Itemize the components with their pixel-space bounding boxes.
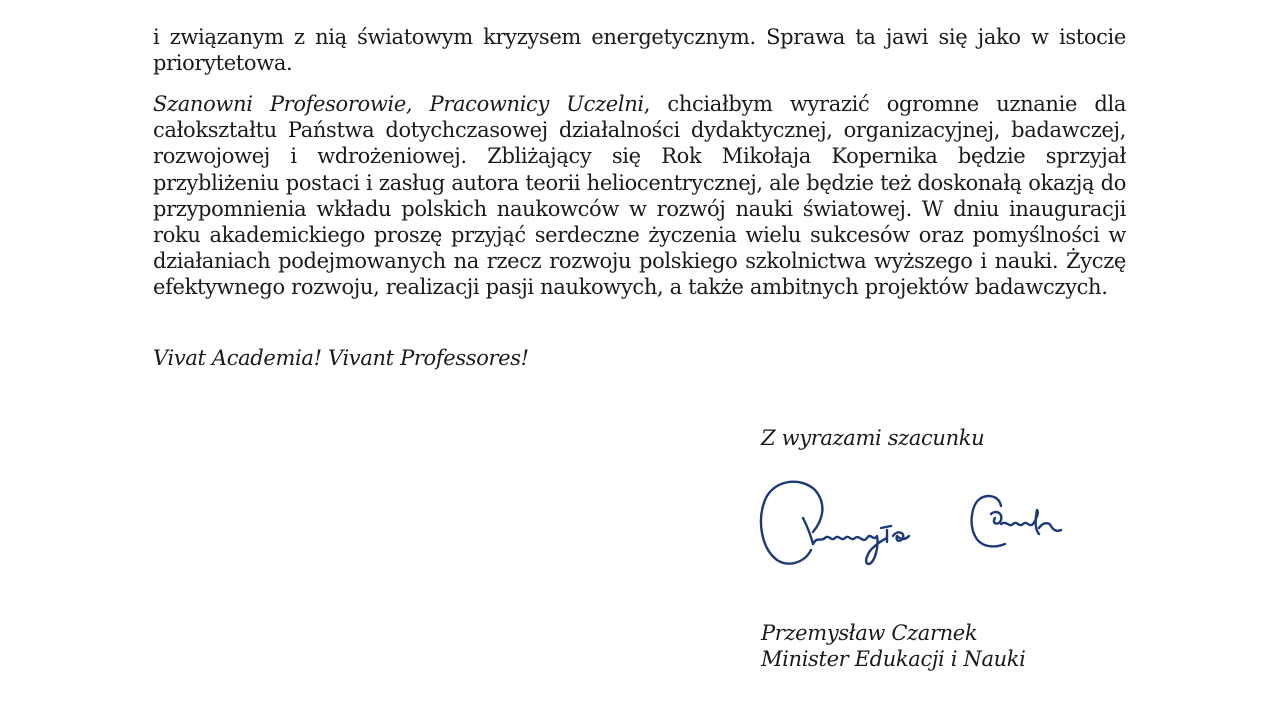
signature-icon (755, 470, 1075, 580)
paragraph-greeting (153, 91, 1126, 301)
closing-phrase: Z wyrazami szacunku (761, 426, 985, 450)
signer-title: Minister Edukacji i Nauki (761, 647, 1026, 672)
paragraph-vivat: Vivat Academia! Vivant Professores! (153, 346, 529, 370)
paragraph-priority: i związanym z nią światowym kryzysem energetycznym. Sprawa ta jawi się jako w istocie priorytetowa. (153, 25, 1126, 76)
signer-name: Przemysław Czarnek (761, 621, 978, 645)
greeting-text: , chciałbym wyrazić ogromne uznanie dla całokształtu Państwa dotychczasowej działalności dydaktycznej, organizacyjnej, badawczej, rozwojowej i wdrożeniowej. Zbliżający się Rok Mikołaja Kopernika będzie sprzyjał przybliżeniu postaci i zasług autora teorii heliocentrycznej, ale będzie też doskonałą okazją do przypomnienia wkładu polskich naukowców w rozwój nauki światowej. W dniu inauguracji roku akademickiego proszę przyjąć serdeczne życzenia wielu sukcesów oraz pomyślności w działaniach podejmowanych na rzecz rozwoju polskiego szkolnictwa wyższego i nauki. Życzę efektywnego rozwoju, realizacji pasji naukowych, a także ambitnych projektów badawczych. (153, 92, 1126, 300)
salutation: Szanowni Profesorowie, Pracownicy Uczelni (153, 92, 644, 116)
signer-block (761, 620, 1026, 672)
